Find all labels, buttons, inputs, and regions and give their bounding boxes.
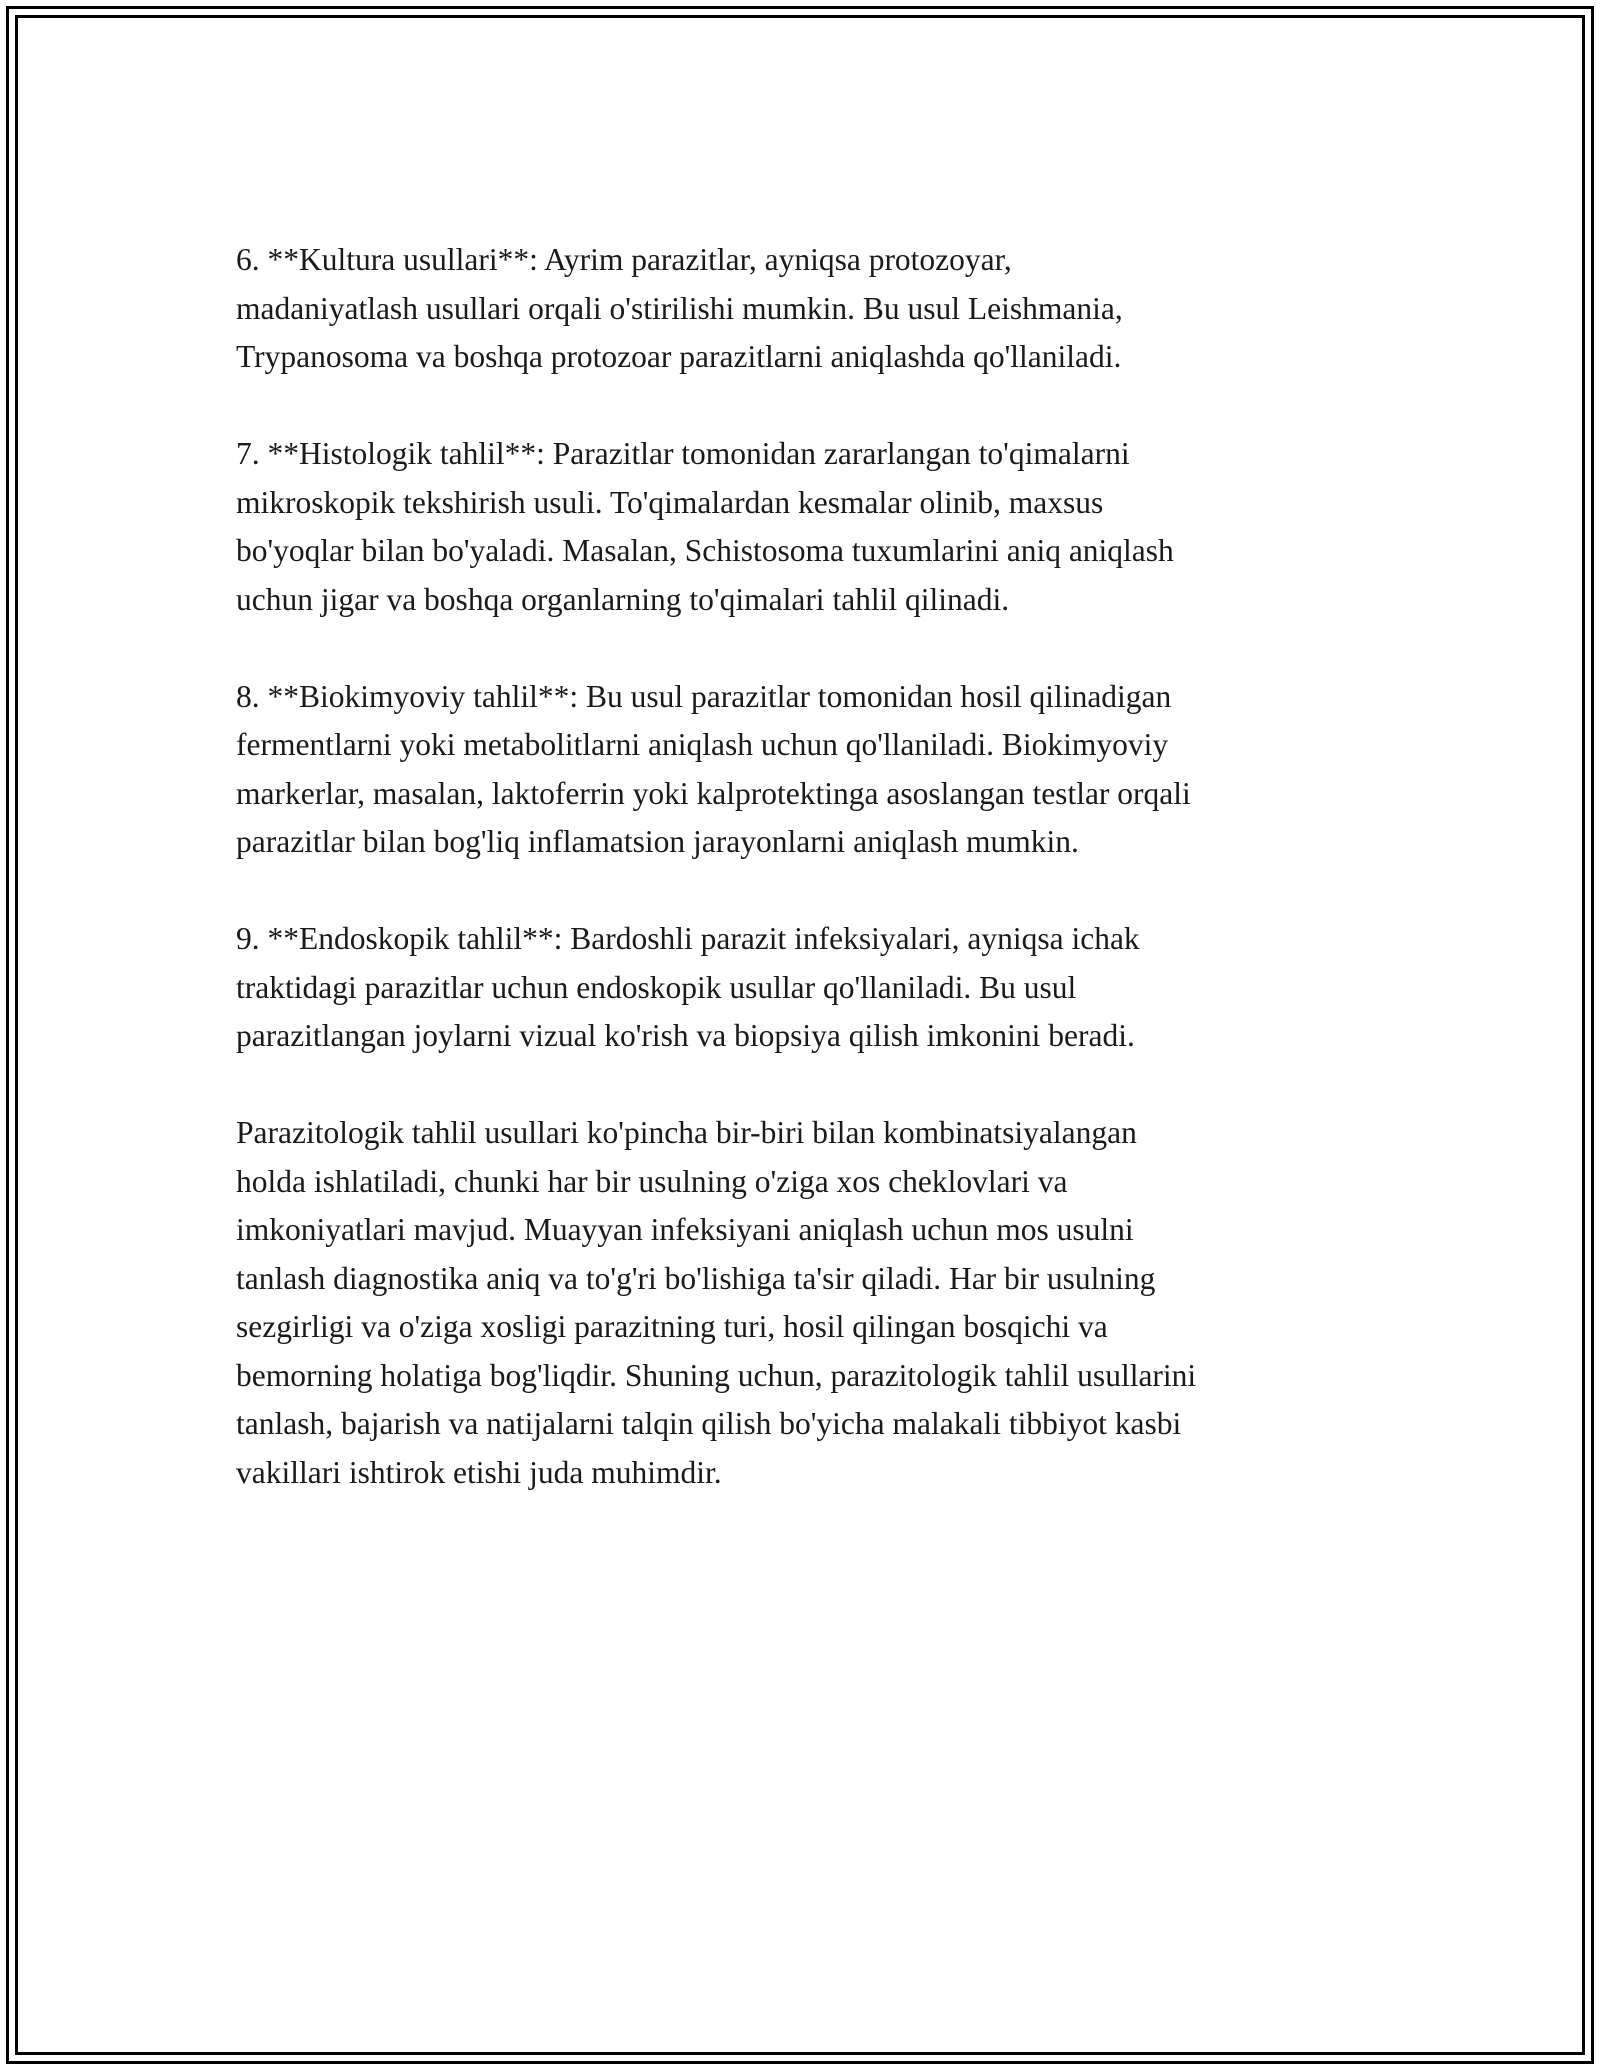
text-line: tanlash diagnostika aniq va to'g'ri bo'lishiga ta'sir qiladi. Har bir usulning xyxy=(236,1260,1156,1296)
text-line: holda ishlatiladi, chunki har bir usulning o'ziga xos cheklovlari va xyxy=(236,1163,1068,1199)
text-line: uchun jigar va boshqa organlarning to'qimalari tahlil qilinadi. xyxy=(236,581,1010,617)
text-line: vakillari ishtirok etishi juda muhimdir. xyxy=(236,1454,722,1490)
text-line: fermentlarni yoki metabolitlarni aniqlash uchun qo'llaniladi. Biokimyoviy xyxy=(236,727,1169,762)
text-line: sezgirligi va o'ziga xosligi parazitning turi, hosil qilingan bosqichi va xyxy=(236,1309,1108,1344)
text-line: parazitlar bilan bog'liq inflamatsion jarayonlarni aniqlash mumkin. xyxy=(236,824,1079,859)
paragraph-endoskopik-tahlil xyxy=(236,915,1376,1061)
document-body xyxy=(236,236,1376,1546)
text-line: 7. **Histologik tahlil**: Parazitlar tomonidan zararlangan to'qimalarni xyxy=(236,436,1130,471)
text-line: Trypanosoma va boshqa protozoar parazitlarni aniqlashda qo'llaniladi. xyxy=(236,339,1122,374)
text-line: bemorning holatiga bog'liqdir. Shuning uchun, parazitologik tahlil usullarini xyxy=(236,1357,1197,1393)
text-line: madaniyatlash usullari orqali o'stirilishi mumkin. Bu usul Leishmania, xyxy=(236,290,1123,326)
text-line: bo'yoqlar bilan bo'yaladi. Masalan, Schistosoma tuxumlarini aniq aniqlash xyxy=(236,533,1174,568)
paragraph-conclusion xyxy=(236,1109,1376,1497)
paragraph-histologik-tahlil xyxy=(236,430,1376,624)
text-line: 6. **Kultura usullari**: Ayrim parazitlar, ayniqsa protozoyar, xyxy=(236,242,1012,277)
text-line: parazitlangan joylarni vizual ko'rish va biopsiya qilish imkonini beradi. xyxy=(236,1018,1135,1053)
paragraph-kultura-usullari xyxy=(236,236,1376,382)
text-line: tanlash, bajarish va natijalarni talqin qilish bo'yicha malakali tibbiyot kasbi xyxy=(236,1406,1182,1441)
text-line: traktidagi parazitlar uchun endoskopik usullar qo'llaniladi. Bu usul xyxy=(236,969,1077,1005)
text-line: imkoniyatlari mavjud. Muayyan infeksiyani aniqlash uchun mos usulni xyxy=(236,1212,1134,1247)
text-line: 8. **Biokimyoviy tahlil**: Bu usul parazitlar tomonidan hosil qilinadigan xyxy=(236,678,1172,714)
text-line: Parazitologik tahlil usullari ko'pincha bir-biri bilan kombinatsiyalangan xyxy=(236,1115,1137,1150)
text-line: 9. **Endoskopik tahlil**: Bardoshli parazit infeksiyalari, ayniqsa ichak xyxy=(236,921,1140,956)
text-line: mikroskopik tekshirish usuli. To'qimalardan kesmalar olinib, maxsus xyxy=(236,484,1104,520)
text-line: markerlar, masalan, laktoferrin yoki kalprotektinga asoslangan testlar orqali xyxy=(236,775,1191,811)
paragraph-biokimyoviy-tahlil xyxy=(236,673,1376,867)
